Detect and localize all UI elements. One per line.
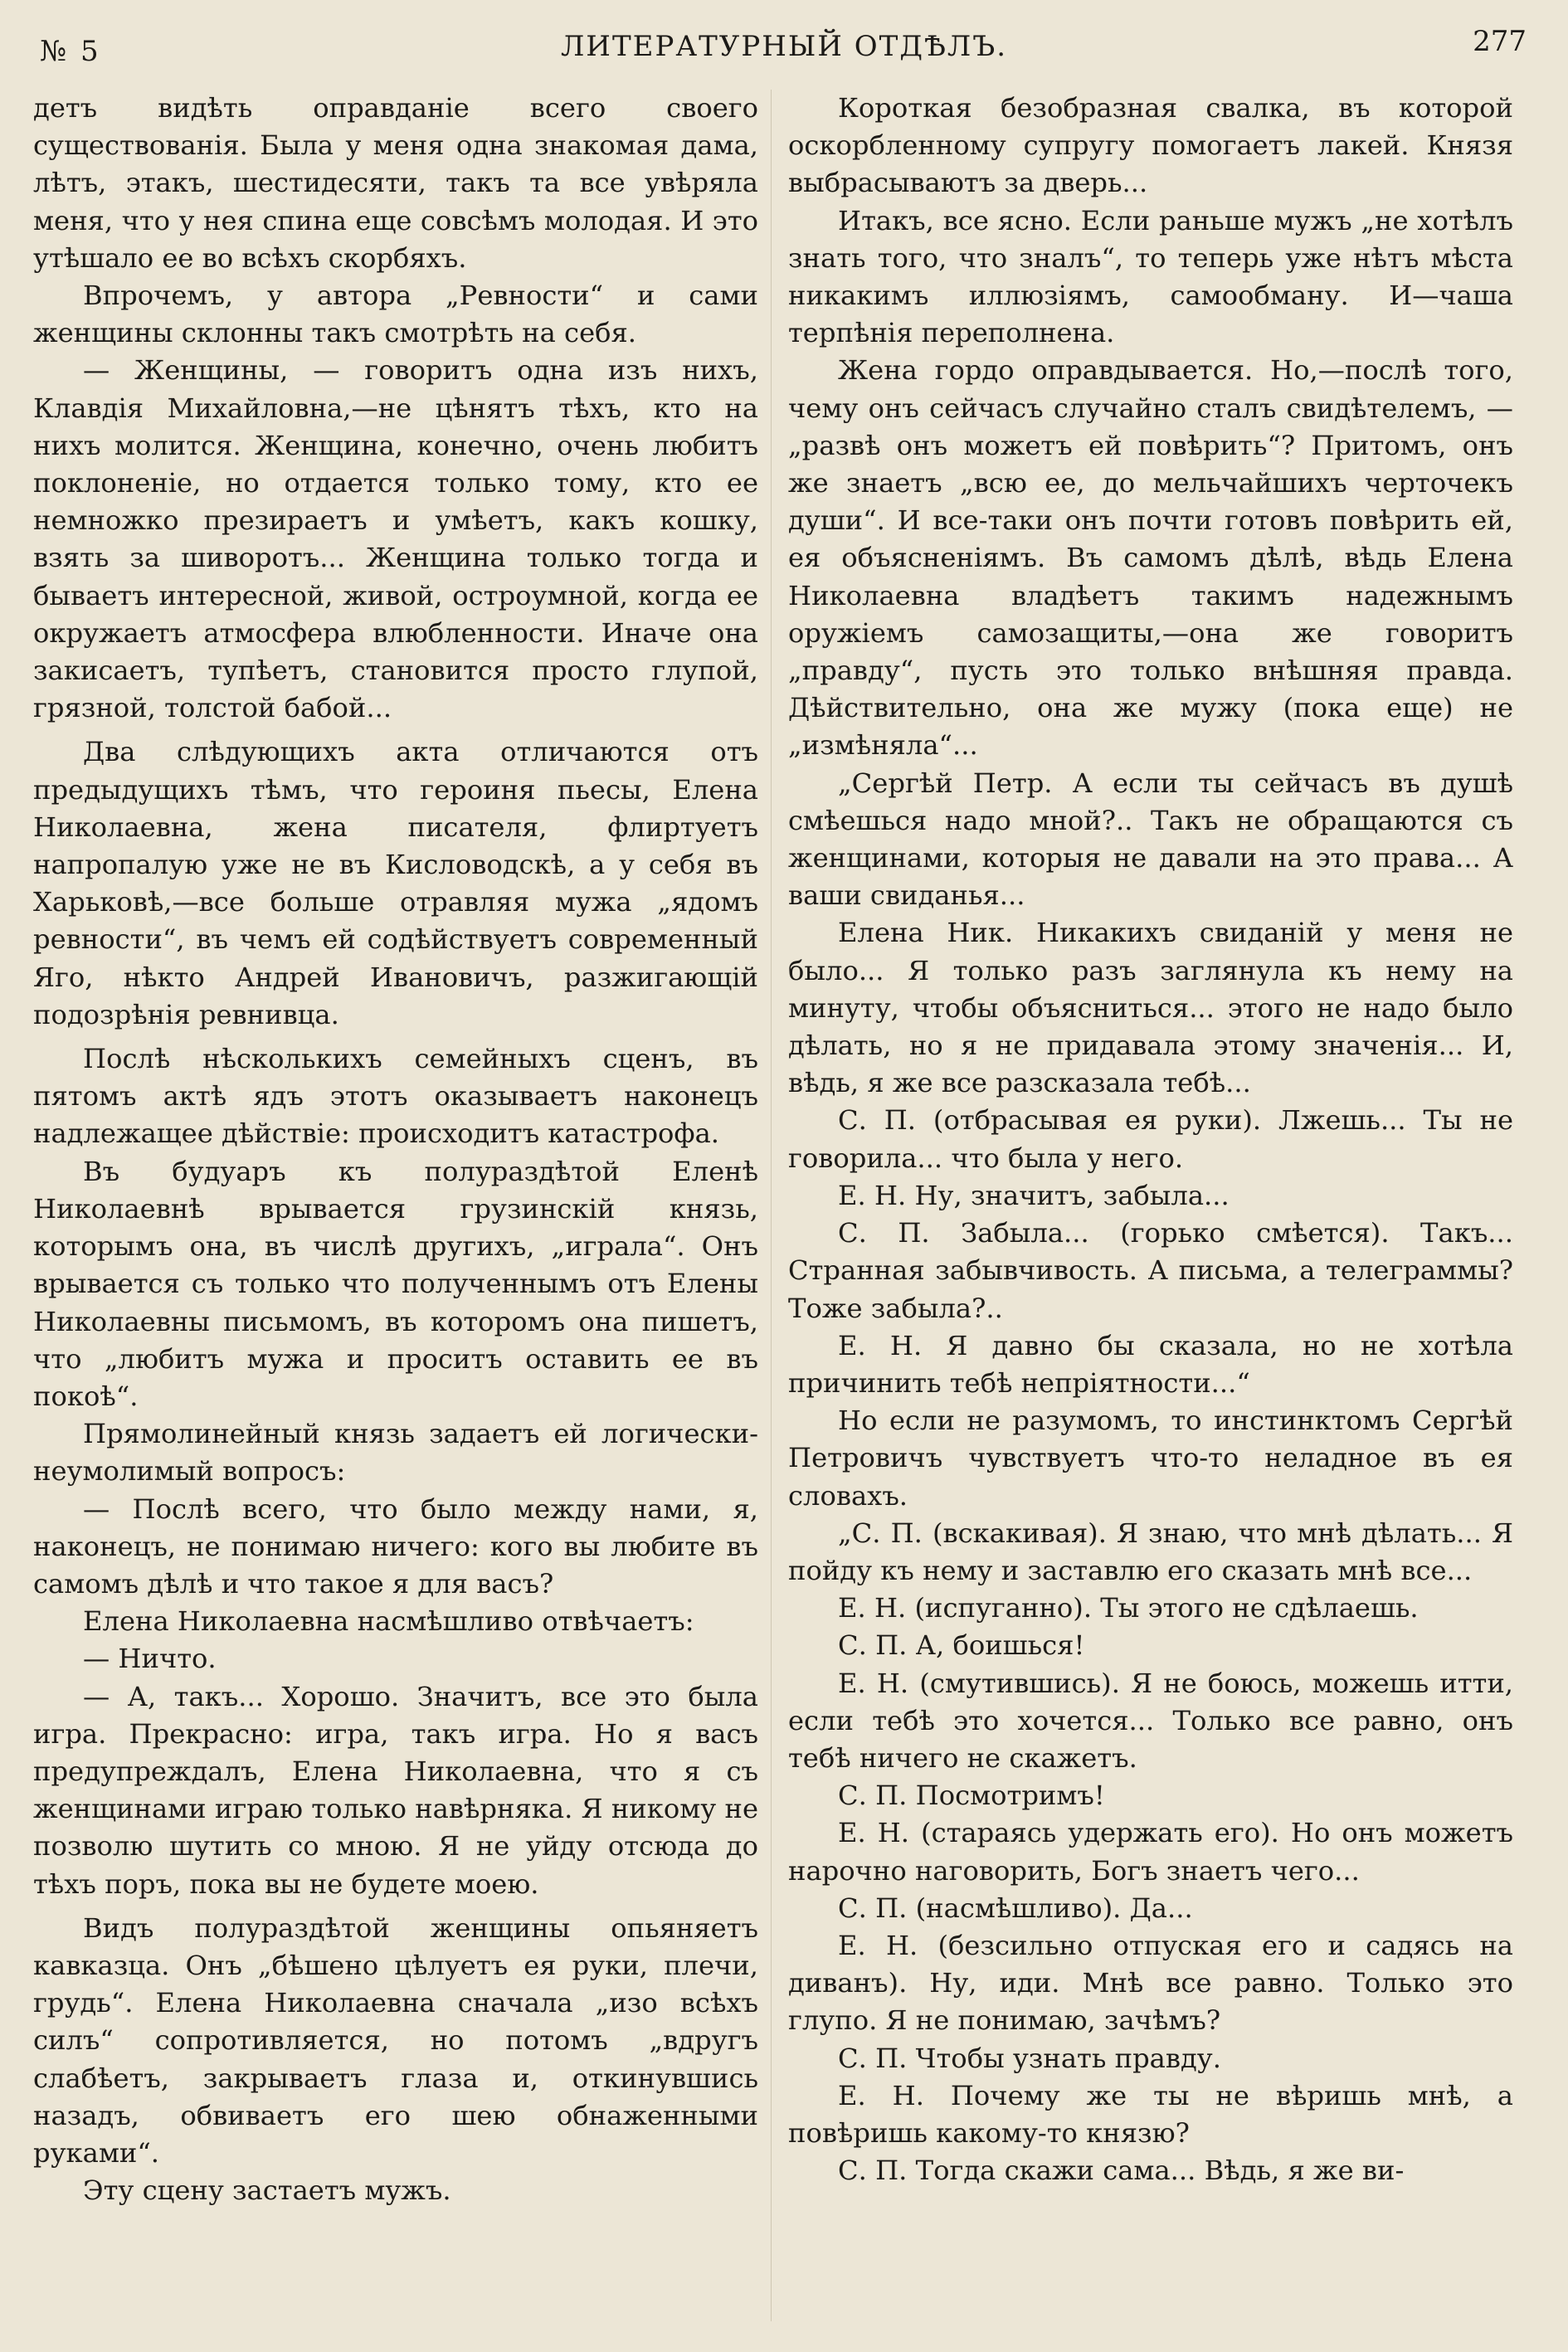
paragraph: Е. Н. Почему же ты не вѣришь мнѣ, а повѣришь какому-то князю?	[788, 2079, 1513, 2149]
paragraph: С. П. Забыла... (горько смѣется). Такъ... Странная забывчивость. А письма, а телеграммы? Тоже забыла?..	[788, 1217, 1513, 1324]
paragraph: С. П. Чтобы узнать правду.	[838, 2042, 1221, 2074]
paragraph: — Послѣ всего, что было между нами, я, наконецъ, не понимаю ничего: кого вы любите въ самомъ дѣлѣ и что такое я для васъ?	[33, 1493, 758, 1600]
paragraph: Е. Н. (безсильно отпуская его и садясь на диванъ). Ну, иди. Мнѣ все равно. Только это глупо. Я не понимаю, зачѣмъ?	[788, 1929, 1513, 2037]
paragraph: Въ будуаръ къ полураздѣтой Еленѣ Николаевнѣ врывается грузинскій князь, которымъ она, въ числѣ другихъ, „играла“. Онъ врывается съ только что полученнымъ отъ Елены Николаевны письмомъ, въ которомъ она пишетъ, что „любитъ мужа и проситъ оставить ее въ покоѣ“.	[33, 1155, 758, 1412]
paragraph: „С. П. (вскакивая). Я знаю, что мнѣ дѣлать... Я пойду къ нему и заставлю его сказать мнѣ все...	[788, 1517, 1513, 1586]
paragraph: Е. Н. (стараясь удержать его). Но онъ можетъ нарочно наговорить, Богъ знаетъ чего...	[788, 1817, 1513, 1887]
paragraph: — Женщины, — говоритъ одна изъ нихъ, Клавдія Михайловна,—не цѣнятъ тѣхъ, кто на нихъ молится. Женщина, конечно, очень любитъ поклоненіе, но отдается только тому, кто ее немножко презираетъ и умѣетъ, какъ кошку, взять за шиворотъ... Женщина только тогда и бываетъ интересной, живой, остроумной, когда ее окружаетъ атмосфера влюбленности. Иначе она закисаетъ, тупѣетъ, становится просто глупой, грязной, толстой бабой...	[33, 354, 758, 724]
paragraph: Но если не разумомъ, то инстинктомъ Сергѣй Петровичъ чувствуетъ что-то неладное въ ея словахъ.	[788, 1405, 1513, 1512]
paragraph: Два слѣдующихъ акта отличаются отъ предыдущихъ тѣмъ, что героиня пьесы, Елена Николаевна, жена писателя, флиртуетъ напропалую уже не въ Кисловодскѣ, а у себя въ Харьковѣ,—все больше отравляя мужа „ядомъ ревности“, въ чемъ ей содѣйствуетъ современный Яго, нѣкто Андрей Ивановичъ, разжигающій подозрѣнія ревнивца.	[33, 736, 758, 1030]
paragraph: — Ничто.	[83, 1643, 217, 1675]
paragraph: С. П. Посмотримъ!	[838, 1780, 1105, 1812]
page-number: 277	[1473, 25, 1527, 58]
paragraph: Послѣ нѣсколькихъ семейныхъ сценъ, въ пятомъ актѣ ядъ этотъ оказываетъ наконецъ надлежащее дѣйствіе: происходитъ катастрофа.	[33, 1043, 758, 1150]
paragraph: Жена гордо оправдывается. Но,—послѣ того, чему онъ сейчасъ случайно сталъ свидѣтелемъ, — „развѣ онъ можетъ ей повѣрить“? Притомъ, онъ же знаетъ „всю ее, до мельчайшихъ черточекъ души“. И все-таки онъ почти готовъ повѣрить ей, ея объясненіямъ. Въ самомъ дѣлѣ, вѣдь Елена Николаевна владѣетъ такимъ надежнымъ оружіемъ самозащиты,—она же говоритъ „правду“, пусть это только внѣшняя правда. Дѣйствительно, она же мужу (пока еще) не „измѣняла“...	[788, 354, 1513, 762]
paragraph: Видъ полураздѣтой женщины опьяняетъ кавказца. Онъ „бѣшено цѣлуетъ ея руки, плечи, грудь“. Елена Николаевна сначала „изо всѣхъ силъ“ сопротивляется, но потомъ „вдругъ слабѣетъ, закрываетъ глаза и, откинувшись назадъ, обвиваетъ его шею обнаженными руками“.	[33, 1911, 758, 2169]
paragraph: Е. Н. Я давно бы сказала, но не хотѣла причинить тебѣ непріятности...“	[788, 1329, 1513, 1399]
paragraph: Впрочемъ, у автора „Ревности“ и сами женщины склонны такъ смотрѣть на себя.	[33, 280, 758, 349]
page-header	[33, 25, 1535, 66]
paragraph: Е. Н. (испуганно). Ты этого не сдѣлаешь.	[838, 1592, 1419, 1624]
paragraph: С. П. (отбрасывая ея руки). Лжешь... Ты не говорила... что была у него.	[788, 1104, 1513, 1174]
paragraph: Елена Николаевна насмѣшливо отвѣчаетъ:	[83, 1605, 694, 1638]
paragraph: Елена Ник. Никакихъ свиданій у меня не было... Я только разъ заглянула къ нему на минуту, чтобы объясниться... этого не надо было дѣлать, но я не придавала этому значенія... И, вѣдь, я же все разсказала тебѣ...	[788, 917, 1513, 1099]
paragraph: Е. Н. Ну, значитъ, забыла...	[838, 1179, 1230, 1211]
paragraph: Итакъ, все ясно. Если раньше мужъ „не хотѣлъ знать того, что зналъ“, то теперь уже нѣтъ мѣста никакимъ иллюзіямъ, самообману. И—чаша терпѣнія переполнена.	[788, 204, 1513, 349]
column-divider	[771, 90, 772, 2321]
paragraph: С. П. (насмѣшливо). Да...	[838, 1892, 1193, 1924]
paragraph: Е. Н. (смутившись). Я не боюсь, можешь итти, если тебѣ это хочется... Только все равно, онъ тебѣ ничего не скажетъ.	[788, 1667, 1513, 1774]
paragraph: „Сергѣй Петр. А если ты сейчасъ въ душѣ смѣешься надо мной?.. Такъ не обращаются съ женщинами, которыя не давали на это права... А ваши свиданья...	[788, 767, 1513, 912]
left-column	[33, 90, 758, 2209]
paragraph: С. П. А, боишься!	[838, 1629, 1085, 1662]
paragraph: Короткая безобразная свалка, въ которой оскорбленному супругу помогаетъ лакей. Князя выбрасываютъ за дверь...	[788, 92, 1513, 199]
right-column	[788, 90, 1513, 2189]
issue-number: № 5	[40, 35, 101, 68]
paragraph: детъ видѣть оправданіе всего своего существованія. Была у меня одна знакомая дама, лѣтъ, этакъ, шестидесяти, такъ та все увѣряла меня, что у нея спина еще совсѣмъ молодая. И это утѣшало ее во всѣхъ скорбяхъ.	[33, 92, 758, 274]
section-title: ЛИТЕРАТУРНЫЙ ОТДѢЛЪ.	[560, 30, 1008, 63]
paragraph: — А, такъ... Хорошо. Значитъ, все это была игра. Прекрасно: игра, такъ игра. Но я васъ предупреждалъ, Елена Николаевна, что я съ женщинами играю только навѣрняка. Я никому не позволю шутить со мною. Я не уйду отсюда до тѣхъ поръ, пока вы не будете моею.	[33, 1680, 758, 1900]
paragraph: Эту сцену застаетъ мужъ.	[83, 2174, 451, 2207]
paragraph: Прямолинейный князь задаетъ ей логически-неумолимый вопросъ:	[33, 1418, 758, 1488]
paragraph: С. П. Тогда скажи сама... Вѣдь, я же ви-	[838, 2155, 1405, 2187]
